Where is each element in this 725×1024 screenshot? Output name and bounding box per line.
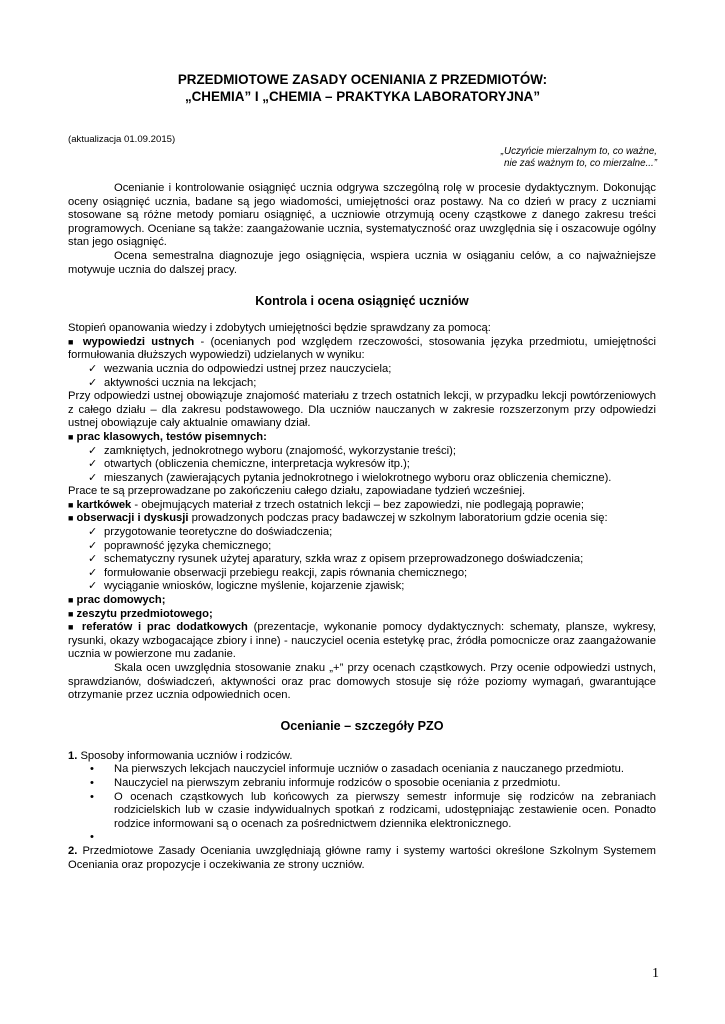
list-item: ✓ wyciąganie wniosków, logiczne myślenie, kojarzenie zjawisk;: [88, 580, 405, 593]
prace-klasowe-item: [68, 431, 656, 445]
zeszyt-label: zeszytu przedmiotowego;: [76, 607, 213, 620]
list-item: ✓ przygotowanie teoretyczne do doświadczenia;: [88, 526, 333, 539]
check-icon: ✓: [88, 526, 98, 539]
list-item: [68, 831, 656, 845]
informowanie-list: [68, 763, 656, 845]
check-icon: ✓: [88, 458, 98, 471]
referaty-item: ■ referatów i prac dodatkowych (prezentacje, wykonanie pomocy dydaktycznych: schematy, plansze, wykresy, rysunki, okazy wzbogacające zbiory i inne) - nauczyciel ocenia estetykę prac, źródła pomocnicze oraz zaangażowanie ucznia w powierzone mu zadanie.: [68, 621, 657, 661]
zeszyt-item: [68, 608, 656, 622]
prace-domowe-label: prac domowych;: [76, 594, 166, 607]
motto-line-1: „Uczyńcie mierzalnym to, co ważne,: [500, 146, 657, 157]
list-item: ✓ formułowanie obserwacji przebiegu reakcji, zapis równania chemicznego;: [88, 566, 468, 579]
section-heading-ocenianie: Ocenianie – szczegóły PZO: [280, 718, 444, 733]
point-1-number: 1.: [68, 749, 78, 762]
prace-te-paragraph: Prace te są przeprowadzane po zakończeniu całego działu, zapowiadane tydzień wcześniej.: [68, 485, 526, 498]
check-icon: ✓: [88, 471, 98, 484]
document-body: [68, 182, 656, 872]
check-icon: ✓: [88, 362, 98, 375]
list-item: ✓ aktywności ucznia na lekcjach;: [88, 376, 257, 389]
bullet-icon: •: [90, 831, 94, 844]
stopien-paragraph: Stopień opanowania wiedzy i zdobytych umiejętności będzie sprawdzany za pomocą:: [68, 322, 491, 335]
intro-paragraph-1: Ocenianie i kontrolowanie osiągnięć ucznia odgrywa szczególną rolę w procesie dydaktycznym. Dokonując oceny osiągnięć ucznia, badane są jego wiadomości, umiejętności oraz postawy. Na co dzień w pracy z uczniami stosowane są różne metody pomiaru osiągnięć, a uczniowie otrzymują oceny cząstkowe z danego zakresu treści programowych. Oceniane są także: zaangażowanie ucznia, systematyczność oraz uwzględnia się i oszacowuje ogólny stan jego osiągnięć.: [68, 182, 656, 249]
square-bullet-icon: ■: [68, 595, 74, 606]
check-icon: ✓: [88, 444, 98, 457]
check-icon: ✓: [88, 580, 98, 593]
check-icon: ✓: [88, 376, 98, 389]
bullet-icon: •: [90, 763, 94, 776]
square-bullet-icon: ■: [68, 431, 74, 442]
kartkowki-label: kartkówek: [76, 498, 132, 511]
point-1: 1. Sposoby informowania uczniów i rodziców.: [68, 749, 293, 762]
wypowiedzi-label: wypowiedzi ustnych: [82, 335, 195, 348]
skala-paragraph: Skala ocen uwzględnia stosowanie znaku „+” przy ocenach cząstkowych. Przy ocenie odpowiedzi ustnych, sprawdzianów, doświadczeń, aktywności oraz prac domowych stosuje się róże poziomy wymagań, gwarantujące otrzymanie przez ucznia odpowiednich ocen.: [68, 662, 656, 702]
bullet-icon: •: [90, 790, 94, 803]
list-item: • Nauczyciel na pierwszym zebraniu informuje rodziców o sposobie oceniania z przedmiotu.: [90, 776, 561, 789]
kartkowki-item: ■ kartkówek - obejmujących materiał z trzech ostatnich lekcji – bez zapowiedzi, nie podlegają poprawie;: [68, 498, 584, 511]
odpowiedz-paragraph: Przy odpowiedzi ustnej obowiązuje znajomość materiału z trzech ostatnich lekcji, w przypadku lekcji powtórzeniowych z całego działu – dla zakresu podstawowego. Dla uczniów nauczanych w zakresie rozszerzonym przy odpowiedzi ustnej obowiązuje cały aktualnie omawiany dział.: [68, 390, 656, 430]
wypowiedzi-list: [68, 363, 656, 390]
prace-domowe-item: [68, 594, 656, 608]
document-title-line-1: PRZEDMIOTOWE ZASADY OCENIANIA Z PRZEDMIOTÓW:: [177, 72, 548, 87]
section-heading-kontrola: Kontrola i ocena osiągnięć uczniów: [255, 294, 469, 309]
prace-klasowe-label: prac klasowych, testów pisemnych:: [76, 430, 267, 443]
document-title-line-2: „CHEMIA” I „CHEMIA – PRAKTYKA LABORATORYJNA”: [184, 89, 541, 104]
wypowiedzi-item: [68, 336, 656, 363]
motto-line-2: nie zaś ważnym to, co mierzalne...”: [504, 158, 657, 169]
square-bullet-icon: ■: [68, 513, 74, 524]
update-note: (aktualizacja 01.09.2015): [68, 134, 176, 145]
list-item: ✓ otwartych (obliczenia chemiczne, interpretacja wykresów itp.);: [88, 458, 410, 471]
wypowiedzi-text: - (ocenianych pod względem rzeczowości, stosowania języka przedmiotu, umiejętności formułowania dłuższych wypowiedzi) udzielanych w wyniku:: [68, 335, 656, 362]
list-item: ✓ poprawność języka chemicznego;: [88, 539, 272, 552]
bullet-icon: •: [90, 776, 94, 789]
point-2-number: 2.: [68, 844, 78, 857]
list-item: • O ocenach cząstkowych lub końcowych za pierwszy semestr informuje się rodziców na zebraniach rodzicielskich lub w czasie indywidualnych spotkań z rodzicami, udostępniając zestawienie ocen. Ponadto rodzice informowani są o ocenach za pośrednictwem dziennika elektronicznego.: [90, 790, 656, 830]
prace-klasowe-list: [68, 445, 656, 486]
point-2: 2. Przedmiotowe Zasady Oceniania uwzględniają główne ramy i systemy wartości określone Szkolnym Systemem Oceniania oraz propozycje i oczekiwania ze strony uczniów.: [68, 844, 656, 871]
square-bullet-icon: ■: [68, 336, 77, 347]
referaty-label: referatów i prac dodatkowych: [81, 621, 248, 634]
square-bullet-icon: ■: [68, 622, 77, 633]
check-icon: ✓: [88, 553, 98, 566]
list-item: ✓ wezwania ucznia do odpowiedzi ustnej przez nauczyciela;: [88, 362, 392, 375]
check-icon: ✓: [88, 539, 98, 552]
page-number: 1: [652, 966, 659, 981]
square-bullet-icon: ■: [68, 608, 74, 619]
list-item: • Na pierwszych lekcjach nauczyciel informuje uczniów o zasadach oceniania z nauczanego przedmiotu.: [90, 763, 624, 776]
list-item: ✓ zamkniętych, jednokrotnego wyboru (znajomość, wykorzystanie treści);: [88, 444, 456, 457]
square-bullet-icon: ■: [68, 499, 74, 510]
obserwacje-label: obserwacji i dyskusji: [76, 512, 189, 525]
obserwacje-item: ■ obserwacji i dyskusji prowadzonych podczas pracy badawczej w szkolnym laboratorium gdzie ocenia się:: [68, 512, 608, 525]
list-item: ✓ schematyczny rysunek użytej aparatury, szkła wraz z opisem przeprowadzonego doświadczenia;: [88, 553, 584, 566]
obserwacje-list: [68, 526, 656, 594]
check-icon: ✓: [88, 566, 98, 579]
intro-paragraph-2: Ocena semestralna diagnozuje jego osiągnięcia, wspiera ucznia w osiąganiu celów, a co najważniejsze motywuje ucznia do dalszej pracy.: [68, 249, 656, 276]
list-item: ✓ mieszanych (zawierających pytania jednokrotnego i wielokrotnego wyboru oraz obliczenia chemiczne).: [88, 471, 612, 484]
